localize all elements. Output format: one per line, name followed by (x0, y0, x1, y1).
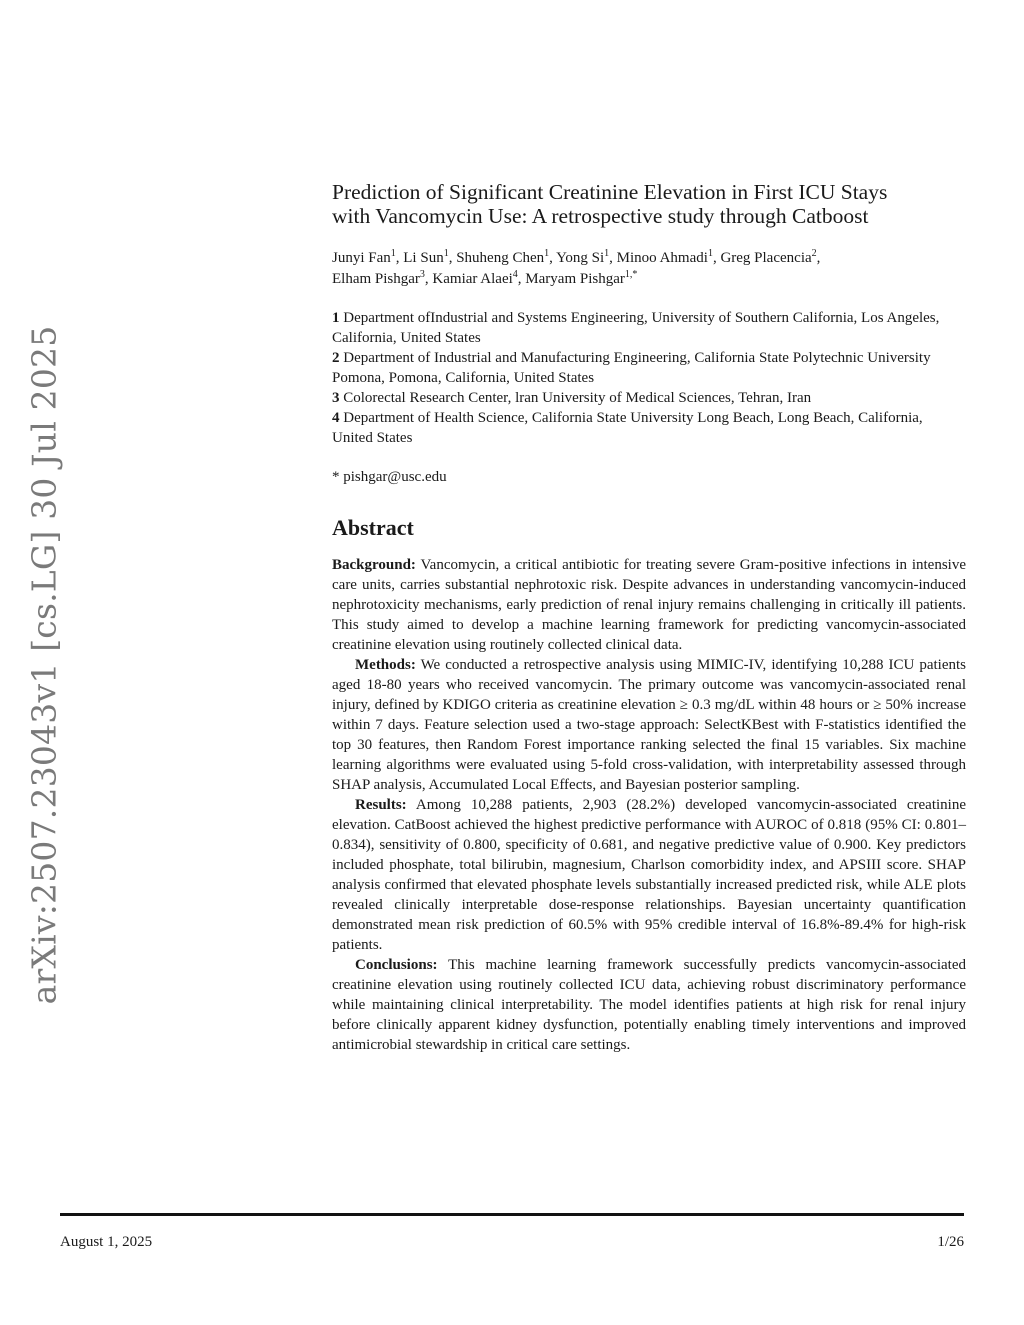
author-name: Minoo Ahmadi (616, 250, 708, 266)
affiliation (332, 388, 966, 408)
affiliation-list (332, 308, 966, 448)
author-name: Elham Pishgar (332, 271, 420, 287)
affiliation-number: 2 (332, 350, 340, 366)
paper-first-page (332, 180, 966, 1055)
affiliation-number: 1 (332, 310, 340, 326)
author (332, 250, 396, 266)
author-name: Greg Placencia (720, 250, 812, 266)
paper-title (332, 180, 966, 228)
author-affiliation-mark: 4 (512, 269, 518, 280)
author (617, 250, 713, 266)
author-name: Maryam Pishgar (525, 271, 625, 287)
affiliation-number: 4 (332, 410, 340, 426)
affiliation-text: Department of Industrial and Manufacturing Engineering, California State Polytechnic University Pomona, Pomona, California, United States (332, 350, 931, 386)
page-number: 1/26 (937, 1234, 964, 1250)
author (403, 250, 448, 266)
abstract-body (332, 555, 966, 1055)
abstract-conclusions (332, 955, 966, 1055)
author-affiliation-mark: 1 (544, 248, 550, 259)
affiliation-number: 3 (332, 390, 340, 406)
footer-date: August 1, 2025 (60, 1234, 153, 1250)
author (525, 271, 637, 287)
affiliation-text: Colorectal Research Center, lran University of Medical Sciences, Tehran, Iran (343, 390, 812, 406)
author-name: Kamiar Alaei (432, 271, 513, 287)
author (720, 250, 816, 266)
author (456, 250, 549, 266)
email-address: pishgar@usc.edu (343, 469, 447, 485)
author-affiliation-mark: 1 (604, 248, 610, 259)
author (332, 271, 425, 287)
methods-label: Methods: (355, 657, 416, 673)
corresponding-email (332, 467, 966, 487)
background-text: Vancomycin, a critical antibiotic for treating severe Gram-positive infections in intensive care units, carries substantial nephrotoxic risk. Despite advances in understanding vancomycin-induced nephrotoxicity mechanisms, early prediction of renal injury remains challenging in critically ill patients. This study aimed to develop a machine learning framework for predicting vancomycin-associated creatinine elevation using routinely collected clinical data. (332, 557, 966, 653)
author-affiliation-mark: 1 (707, 248, 713, 259)
affiliation (332, 408, 966, 448)
abstract-background (332, 555, 966, 655)
title-line-1: Prediction of Significant Creatinine Elevation in First ICU Stays (332, 180, 888, 204)
affiliation-text: Department ofIndustrial and Systems Engineering, University of Southern California, Los Angeles, California, United States (332, 310, 940, 346)
title-line-2: with Vancomycin Use: A retrospective study through Catboost (332, 204, 869, 228)
author-affiliation-mark: 1 (390, 248, 396, 259)
results-label: Results: (355, 797, 407, 813)
abstract-heading: Abstract (332, 515, 414, 540)
author (556, 250, 609, 266)
author (432, 271, 517, 287)
author-name: Junyi Fan (332, 250, 391, 266)
conclusions-label: Conclusions: (355, 957, 438, 973)
author-name: Li Sun (403, 250, 444, 266)
conclusions-text: This machine learning framework successfully predicts vancomycin-associated creatinine elevation using routinely collected ICU data, achieving robust discriminatory performance while maintaining clinical interpretability. The model identifies patients at high risk for renal injury before clinically apparent kidney dysfunction, potentially enabling timely interventions and improved antimicrobial stewardship in critical care settings. (332, 957, 966, 1053)
author-name: Yong Si (556, 250, 605, 266)
author-affiliation-mark: 1,* (624, 269, 638, 280)
arxiv-identifier: arXiv:2507.23043v1 [cs.LG] 30 Jul 2025 (24, 325, 64, 1005)
author-name: Shuheng Chen (456, 250, 545, 266)
author-list: Junyi Fan$^1$, Li Sun$^1$, Shuheng Chen$^1$, Yong Si$^1$, Minoo Ahmadi$^1$, Greg Placencia$^2$, Elham Pishgar$^3$, Kamiar Alaei$^4$, Maryam Pishgar$^{1,*}$ (332, 248, 821, 287)
email-mark: * (332, 469, 340, 485)
background-label: Background: (332, 557, 416, 573)
affiliation-text: Department of Health Science, California State University Long Beach, Long Beach, California, United States (332, 410, 923, 446)
results-text: Among 10,288 patients, 2,903 (28.2%) developed vancomycin-associated creatinine elevation. CatBoost achieved the highest predictive performance with AUROC of 0.818 (95% CI: 0.801–0.834), sensitivity of 0.800, specificity of 0.681, and negative predictive value of 0.900. Key predictors included phosphate, total bilirubin, magnesium, Charlson comorbidity index, and APSIII score. SHAP analysis confirmed that elevated phosphate levels substantially increased predicted risk, while ALE plots revealed clinically interpretable dose-response relationships. Bayesian uncertainty quantification demonstrated mean risk prediction of 60.5% with 95% credible interval of 16.8%-89.4% for high-risk patients. (332, 797, 966, 953)
affiliation (332, 348, 966, 388)
author-affiliation-mark: 1 (443, 248, 449, 259)
abstract-results (332, 795, 966, 955)
methods-text: We conducted a retrospective analysis using MIMIC-IV, identifying 10,288 ICU patients aged 18-80 years who received vancomycin. The primary outcome was vancomycin-associated renal injury, defined by KDIGO criteria as creatinine elevation ≥ 0.3 mg/dL within 48 hours or ≥ 50% increase within 7 days. Feature selection used a two-stage approach: SelectKBest with F-statistics identified the top 30 features, then Random Forest importance ranking selected the final 15 variables. Six machine learning algorithms were evaluated using 5-fold cross-validation, with interpretability assessed through SHAP analysis, Accumulated Local Effects, and Bayesian posterior sampling. (332, 657, 966, 793)
footer-rule (60, 1213, 964, 1216)
affiliation (332, 308, 966, 348)
abstract-methods (332, 655, 966, 795)
author-affiliation-mark: 2 (811, 248, 817, 259)
author-affiliation-mark: 3 (419, 269, 425, 280)
